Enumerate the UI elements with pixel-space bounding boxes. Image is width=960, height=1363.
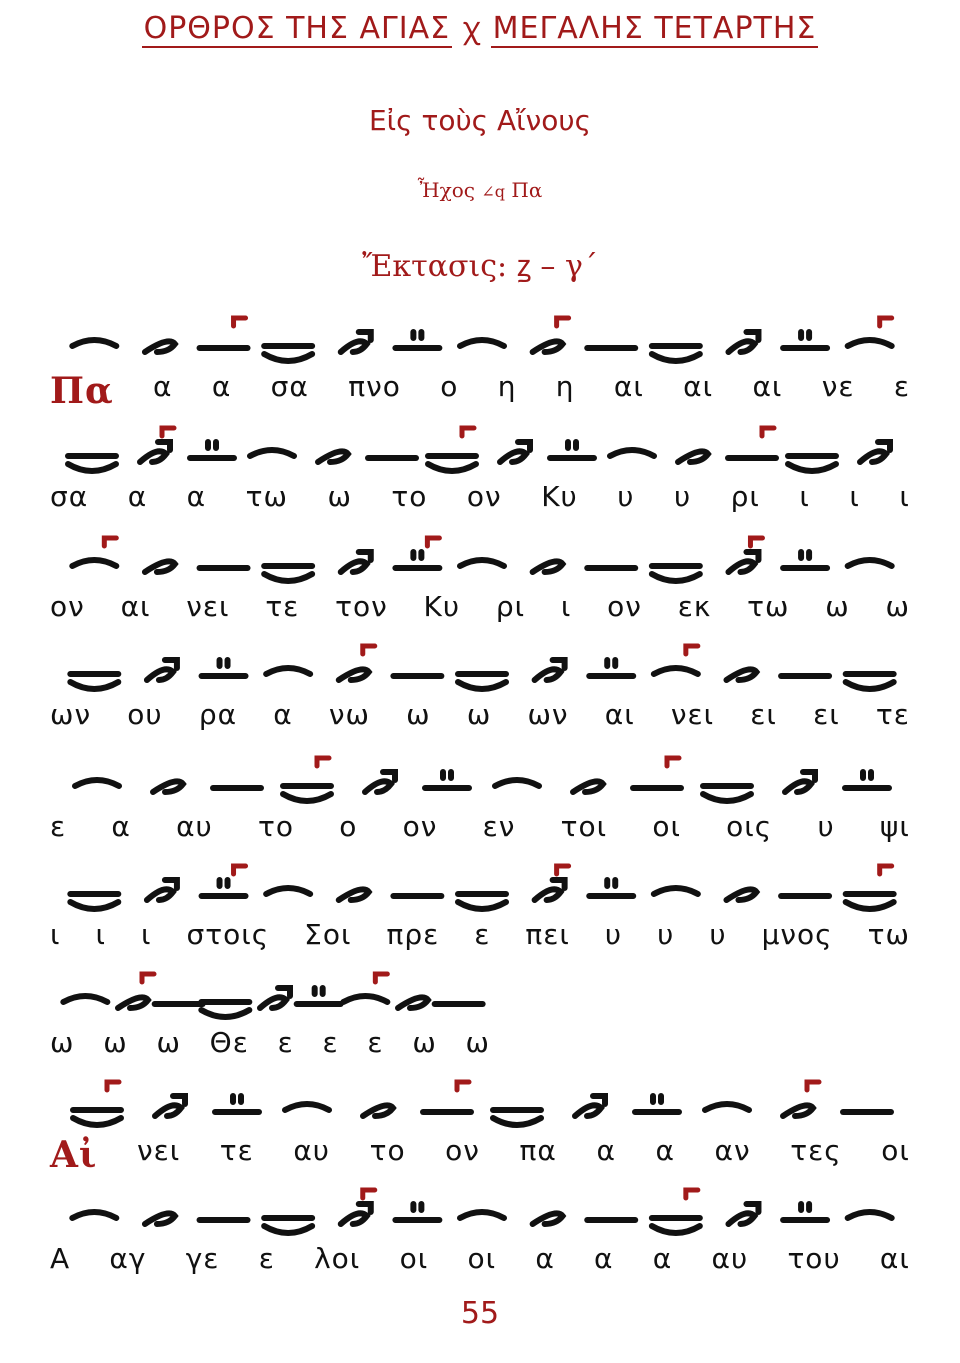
syllable: τοι bbox=[560, 810, 608, 843]
syllable: εκ bbox=[677, 590, 712, 623]
syllable: α bbox=[127, 480, 148, 513]
syllable: ε bbox=[277, 1026, 294, 1059]
syllable: το bbox=[369, 1134, 406, 1167]
syllable: πει bbox=[525, 918, 570, 951]
syllable: ο bbox=[440, 370, 459, 403]
neume-strip bbox=[52, 964, 922, 1034]
red-mark-icon bbox=[142, 974, 154, 982]
neume-icon bbox=[425, 772, 469, 788]
neume-icon bbox=[846, 866, 894, 909]
red-mark-icon bbox=[363, 1190, 375, 1198]
neume-icon bbox=[318, 451, 348, 462]
neume-icon bbox=[395, 538, 439, 568]
syllable: οι bbox=[399, 1242, 429, 1275]
neume-icon bbox=[72, 340, 116, 346]
syllable: ε bbox=[367, 1026, 384, 1059]
red-mark-icon bbox=[880, 866, 892, 874]
syllable-line bbox=[50, 918, 910, 958]
syllable: α bbox=[594, 1242, 614, 1275]
neume-icon bbox=[145, 341, 175, 352]
neume-icon bbox=[73, 1082, 121, 1125]
syllable: στοις bbox=[186, 918, 270, 951]
neume-icon bbox=[460, 560, 504, 566]
neume-icon bbox=[845, 772, 889, 788]
neume-icon bbox=[635, 1096, 679, 1112]
syllable: Α bbox=[50, 1242, 71, 1275]
syllable: ει bbox=[813, 698, 840, 731]
red-mark-icon bbox=[375, 974, 387, 982]
syllable: τον bbox=[335, 590, 388, 623]
score-line bbox=[0, 956, 960, 1059]
neume-strip bbox=[52, 856, 922, 926]
red-mark-icon bbox=[686, 646, 698, 654]
page-number: 55 bbox=[460, 1296, 500, 1331]
red-mark-icon bbox=[457, 1082, 469, 1090]
neume-icon bbox=[728, 538, 762, 572]
syllable: α bbox=[273, 698, 293, 731]
syllable: οις bbox=[726, 810, 773, 843]
syllable: αι bbox=[879, 1242, 910, 1275]
neume-icon bbox=[495, 780, 539, 786]
syllable: πρε bbox=[386, 918, 440, 951]
title-part-1: ΟΡΘΡΟΣ ΤΗΣ ΑΓΙΑΣ bbox=[143, 11, 451, 46]
syllable: οι bbox=[881, 1134, 910, 1167]
score-line bbox=[0, 1172, 960, 1275]
neume-icon bbox=[147, 660, 177, 680]
neume-icon bbox=[283, 758, 331, 801]
syllable: ι bbox=[560, 590, 572, 623]
syllable-line bbox=[50, 480, 910, 520]
neume-icon bbox=[785, 772, 815, 792]
syllable: αν bbox=[714, 1134, 751, 1167]
neume-icon bbox=[493, 1110, 541, 1125]
syllable: μνος bbox=[761, 918, 833, 951]
red-mark-icon bbox=[462, 428, 474, 436]
neume-icon bbox=[533, 561, 563, 572]
neume-icon bbox=[395, 332, 439, 348]
neume-icon bbox=[72, 1212, 116, 1218]
syllable: ον bbox=[445, 1134, 480, 1167]
neume-icon bbox=[460, 340, 504, 346]
neume-icon bbox=[652, 1190, 700, 1233]
neume-icon bbox=[550, 442, 594, 458]
neume-icon bbox=[860, 442, 890, 462]
syllable: ει bbox=[750, 698, 777, 731]
mode-indicator bbox=[0, 178, 960, 202]
neume-strip bbox=[52, 636, 922, 706]
neume-icon bbox=[573, 781, 603, 792]
red-mark-icon bbox=[750, 538, 762, 546]
neume-icon bbox=[75, 780, 119, 786]
neume-strip bbox=[52, 1180, 922, 1250]
red-mark-icon bbox=[363, 646, 375, 654]
syllable: αυ bbox=[176, 810, 213, 843]
syllable: ε bbox=[50, 810, 67, 843]
syllable: ον bbox=[466, 480, 502, 513]
syllable: α bbox=[652, 1242, 673, 1275]
syllable: τω bbox=[245, 480, 288, 513]
neume-icon bbox=[339, 889, 369, 900]
score-line bbox=[0, 300, 960, 412]
syllable: α bbox=[655, 1134, 675, 1167]
neume-icon bbox=[533, 318, 569, 352]
neume-icon bbox=[260, 988, 290, 1008]
syllable: αυ bbox=[293, 1134, 331, 1167]
syllable: ι bbox=[50, 918, 61, 951]
neume-icon bbox=[341, 1190, 375, 1224]
title-mark: ꭓ bbox=[462, 11, 481, 46]
syllable: τες bbox=[790, 1134, 842, 1167]
syllable: η bbox=[555, 370, 575, 403]
neume-strip bbox=[52, 748, 922, 818]
syllable: πνο bbox=[348, 370, 401, 403]
syllable: ω bbox=[465, 1026, 490, 1059]
red-mark-icon bbox=[557, 866, 569, 874]
syllable: νει bbox=[670, 698, 715, 731]
syllable: ι bbox=[799, 480, 810, 513]
page-title bbox=[0, 6, 960, 47]
syllable: ου bbox=[127, 698, 163, 731]
syllable: ων bbox=[527, 698, 569, 731]
neume-icon bbox=[652, 566, 700, 581]
syllable-line bbox=[50, 1026, 490, 1066]
syllable: ε bbox=[893, 370, 910, 403]
neume-icon bbox=[846, 674, 894, 689]
syllable: ι bbox=[849, 480, 860, 513]
score-line bbox=[0, 740, 960, 843]
range-indicator bbox=[0, 244, 960, 285]
syllable: αγ bbox=[109, 1242, 147, 1275]
neume-icon bbox=[200, 318, 248, 348]
neume-icon bbox=[395, 1204, 439, 1220]
initial-letter: Αἰ bbox=[50, 1134, 98, 1176]
neume-icon bbox=[297, 988, 341, 1004]
syllable: γε bbox=[185, 1242, 220, 1275]
score-line bbox=[0, 1064, 960, 1176]
neume-icon bbox=[63, 996, 107, 1002]
syllable: Κυ bbox=[423, 590, 461, 623]
syllable-line bbox=[50, 1134, 910, 1174]
score-line bbox=[0, 520, 960, 623]
neume-icon bbox=[535, 866, 569, 900]
syllable: ω bbox=[412, 1026, 437, 1059]
neume-icon bbox=[610, 450, 654, 456]
red-mark-icon bbox=[162, 428, 174, 436]
syllable: αι bbox=[683, 370, 714, 403]
syllable-line bbox=[50, 370, 910, 410]
neume-icon bbox=[575, 1096, 605, 1116]
syllable: πα bbox=[519, 1134, 557, 1167]
syllable: αυ bbox=[711, 1242, 749, 1275]
red-mark-icon bbox=[557, 318, 569, 326]
syllable: η bbox=[497, 370, 517, 403]
syllable: ον bbox=[402, 810, 438, 843]
neume-icon bbox=[848, 1212, 892, 1218]
neume-icon bbox=[428, 428, 476, 471]
syllable: ρι bbox=[730, 480, 760, 513]
syllable-line bbox=[50, 698, 910, 738]
syllable-line bbox=[50, 1242, 910, 1282]
neume-icon bbox=[264, 1218, 312, 1233]
neume-icon bbox=[728, 332, 758, 352]
neume-icon bbox=[458, 894, 506, 909]
range-glyph-icon: ꙁ bbox=[516, 249, 531, 284]
syllable: υ bbox=[709, 918, 727, 951]
neume-icon bbox=[70, 894, 118, 909]
neume-icon bbox=[190, 442, 234, 458]
neume-icon bbox=[728, 428, 776, 458]
syllable: ψι bbox=[879, 810, 910, 843]
syllable: νε bbox=[821, 370, 855, 403]
neume-icon bbox=[398, 997, 428, 1008]
neume-icon bbox=[68, 456, 116, 471]
syllable: ω bbox=[825, 590, 850, 623]
syllable: τω bbox=[867, 918, 910, 951]
red-mark-icon bbox=[107, 1082, 119, 1090]
neume-icon bbox=[201, 1002, 249, 1017]
neume-icon bbox=[266, 888, 310, 894]
neume-icon bbox=[654, 888, 698, 894]
syllable: αι bbox=[604, 698, 635, 731]
neume-icon bbox=[726, 669, 756, 680]
neume-icon bbox=[654, 646, 698, 674]
neume-icon bbox=[423, 1082, 471, 1112]
syllable: Κυ bbox=[541, 480, 578, 513]
red-mark-icon bbox=[234, 318, 246, 326]
neume-icon bbox=[341, 552, 371, 572]
syllable: νω bbox=[328, 698, 370, 731]
title-part-2: ΜΕΓΑΛΗΣ ΤΕΤΑΡΤΗΣ bbox=[492, 11, 817, 46]
syllable: ρα bbox=[198, 698, 238, 731]
syllable: ω bbox=[406, 698, 431, 731]
mode-label: Ἦχος bbox=[417, 178, 475, 202]
syllable: ον bbox=[50, 590, 85, 623]
neume-icon bbox=[703, 786, 751, 801]
syllable: ω bbox=[327, 480, 352, 513]
neume-icon bbox=[145, 1213, 175, 1224]
syllable: ω bbox=[156, 1026, 181, 1059]
syllable: α bbox=[186, 480, 207, 513]
syllable: νει bbox=[136, 1134, 181, 1167]
syllable: Θε bbox=[209, 1026, 249, 1059]
syllable: το bbox=[391, 480, 428, 513]
syllable: υ bbox=[604, 918, 623, 951]
initial-letter: Πα bbox=[50, 370, 114, 412]
syllable: λοι bbox=[314, 1242, 361, 1275]
syllable: του bbox=[787, 1242, 841, 1275]
neume-icon bbox=[155, 1096, 185, 1116]
red-mark-icon bbox=[880, 318, 892, 326]
neume-icon bbox=[365, 772, 395, 792]
neume-icon bbox=[535, 660, 565, 680]
neume-icon bbox=[145, 561, 175, 572]
red-mark-icon bbox=[686, 1190, 698, 1198]
neume-icon bbox=[652, 346, 700, 361]
neume-icon bbox=[339, 646, 375, 680]
neume-icon bbox=[363, 1105, 393, 1116]
syllable: ι bbox=[141, 918, 152, 951]
syllable: ω bbox=[466, 698, 492, 731]
neume-icon bbox=[726, 889, 756, 900]
score-line bbox=[0, 410, 960, 513]
syllable: σα bbox=[270, 370, 309, 403]
syllable: αι bbox=[613, 370, 644, 403]
syllable: αι bbox=[120, 590, 151, 623]
syllable: ε bbox=[322, 1026, 339, 1059]
syllable: τε bbox=[219, 1134, 254, 1167]
red-mark-icon bbox=[762, 428, 774, 436]
syllable: το bbox=[257, 810, 294, 843]
syllable: σα bbox=[50, 480, 89, 513]
neume-strip bbox=[52, 308, 922, 378]
neume-icon bbox=[728, 1204, 758, 1224]
neume-icon bbox=[500, 442, 530, 462]
neume-icon bbox=[72, 538, 116, 566]
syllable: ο bbox=[339, 810, 358, 843]
neume-icon bbox=[589, 880, 633, 896]
syllable: α bbox=[535, 1242, 555, 1275]
neume-strip bbox=[52, 528, 922, 598]
syllable: α bbox=[211, 370, 232, 403]
section-subtitle: Εἰς τοὺς Αἴνους bbox=[368, 104, 592, 137]
red-mark-icon bbox=[807, 1082, 819, 1090]
syllable: ων bbox=[50, 698, 92, 731]
neume-icon bbox=[70, 674, 118, 689]
syllable: αι bbox=[752, 370, 783, 403]
mode-mark: Πα bbox=[511, 178, 543, 202]
neume-icon bbox=[147, 880, 177, 900]
neume-icon bbox=[118, 974, 154, 1008]
neume-icon bbox=[264, 346, 312, 361]
red-mark-icon bbox=[317, 758, 329, 766]
neume-icon bbox=[783, 1082, 819, 1116]
score-line bbox=[0, 628, 960, 731]
neume-icon bbox=[153, 781, 183, 792]
syllable: ι bbox=[899, 480, 910, 513]
syllable: ι bbox=[95, 918, 106, 951]
syllable: υ bbox=[817, 810, 835, 843]
syllable: τε bbox=[265, 590, 300, 623]
syllable: τω bbox=[747, 590, 790, 623]
syllable: τε bbox=[875, 698, 910, 731]
syllable: ω bbox=[103, 1026, 128, 1059]
mode-glyph-icon: ∠q bbox=[481, 182, 506, 201]
range-label: Ἔκτασις: bbox=[362, 249, 508, 284]
syllable: εν bbox=[482, 810, 516, 843]
neume-icon bbox=[788, 456, 836, 471]
syllable: ε bbox=[474, 918, 491, 951]
syllable: ρι bbox=[495, 590, 526, 623]
syllable: ε bbox=[258, 1242, 275, 1275]
neume-icon bbox=[589, 660, 633, 676]
neume-icon bbox=[215, 1096, 259, 1112]
red-mark-icon bbox=[667, 758, 679, 766]
neume-icon bbox=[266, 668, 310, 674]
neume-icon bbox=[202, 660, 246, 676]
neume-icon bbox=[783, 1204, 827, 1220]
syllable: υ bbox=[673, 480, 692, 513]
syllable: Σοι bbox=[304, 918, 352, 951]
neume-icon bbox=[460, 1212, 504, 1218]
red-mark-icon bbox=[104, 538, 116, 546]
neume-icon bbox=[848, 318, 892, 346]
neume-icon bbox=[848, 560, 892, 566]
neume-icon bbox=[264, 566, 312, 581]
syllable: υ bbox=[617, 480, 635, 513]
syllable: α bbox=[153, 370, 173, 403]
syllable: οι bbox=[652, 810, 681, 843]
syllable: ω bbox=[885, 590, 910, 623]
neume-icon bbox=[783, 332, 827, 348]
neume-icon bbox=[285, 1104, 329, 1110]
neume-icon bbox=[458, 674, 506, 689]
neume-icon bbox=[633, 758, 681, 788]
red-mark-icon bbox=[427, 538, 439, 546]
syllable: ω bbox=[50, 1026, 75, 1059]
syllable-line bbox=[50, 810, 910, 850]
neume-icon bbox=[343, 974, 387, 1002]
neume-icon bbox=[783, 552, 827, 568]
neume-icon bbox=[678, 451, 708, 462]
neume-icon bbox=[202, 866, 246, 896]
neume-icon bbox=[140, 428, 174, 462]
neume-strip bbox=[52, 418, 922, 488]
score-line bbox=[0, 848, 960, 951]
red-mark-icon bbox=[234, 866, 246, 874]
syllable: υ bbox=[657, 918, 675, 951]
syllable: ον bbox=[607, 590, 642, 623]
syllable: α bbox=[596, 1134, 616, 1167]
neume-strip bbox=[52, 1072, 922, 1142]
neume-icon bbox=[341, 332, 371, 352]
syllable-line bbox=[50, 590, 910, 630]
syllable: α bbox=[111, 810, 131, 843]
neume-icon bbox=[705, 1104, 749, 1110]
range-value: – γ΄ bbox=[540, 249, 598, 284]
neume-icon bbox=[533, 1213, 563, 1224]
syllable: νει bbox=[186, 590, 230, 623]
neume-icon bbox=[250, 450, 294, 456]
syllable: οι bbox=[467, 1242, 497, 1275]
